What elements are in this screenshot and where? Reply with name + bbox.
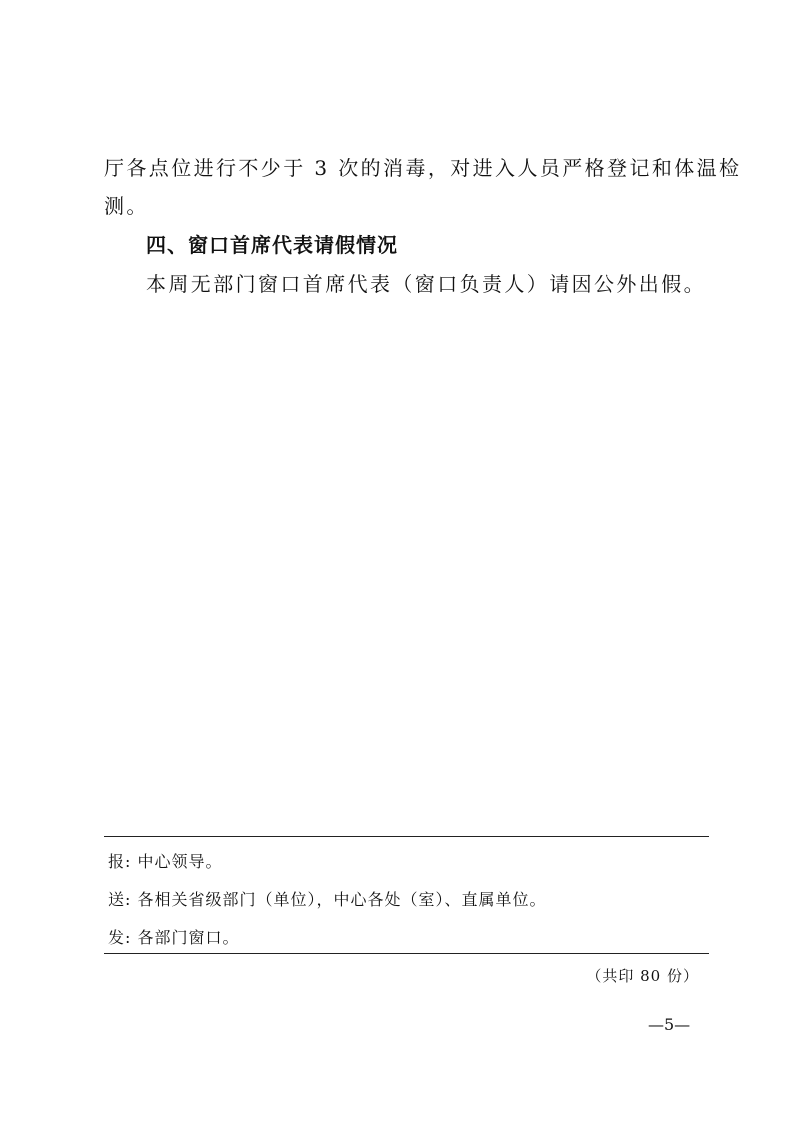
report-value: 中心领导。 — [137, 852, 223, 871]
bottom-divider — [104, 953, 709, 954]
distribution-issue — [108, 925, 240, 948]
copies-count: （共印 80 份） — [586, 967, 699, 985]
issue-label: 发: — [108, 928, 132, 947]
report-label: 报: — [108, 852, 132, 871]
page-number: —5— — [648, 1015, 691, 1034]
send-value: 各相关省级部门（单位），中心各处（室）、直属单位。 — [137, 890, 547, 909]
send-label: 送: — [108, 890, 132, 909]
distribution-send — [108, 887, 547, 910]
distribution-report — [108, 849, 223, 872]
section-heading: 四、窗口首席代表请假情况 — [146, 233, 398, 257]
paragraph-line: 本周无部门窗口首席代表（窗口负责人）请因公外出假。 — [146, 272, 706, 296]
issue-value: 各部门窗口。 — [137, 928, 240, 947]
paragraph-line: 测。 — [104, 194, 149, 218]
top-divider — [104, 836, 709, 837]
paragraph-line: 厅各点位进行不少于 3 次的消毒，对进入人员严格登记和体温检 — [104, 156, 742, 180]
